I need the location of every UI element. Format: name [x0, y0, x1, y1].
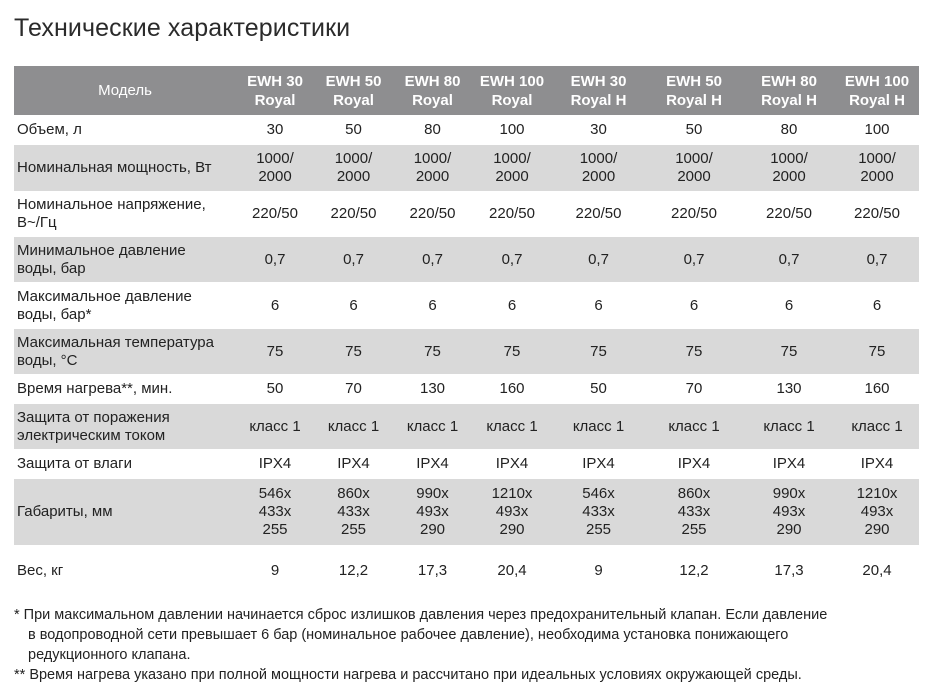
table-row	[14, 546, 919, 596]
value-text: IPX4	[337, 455, 370, 472]
value-text: 0,7	[866, 250, 888, 268]
footnote-heating-time: ** Время нагрева указано при полной мощности нагрева и рассчитано при идеальных условиях окружающей среды.	[14, 667, 802, 683]
value-text: 220/50	[854, 205, 900, 222]
value-cell	[314, 329, 393, 375]
model-series: Royal H	[761, 91, 817, 109]
model-name: EWH 30	[247, 72, 303, 90]
value-text: 70	[685, 380, 703, 397]
value-cell	[393, 329, 472, 375]
value-text: 220/50	[409, 205, 456, 222]
parameter-label: Вес, кг	[17, 561, 64, 579]
value-text: IPX4	[860, 455, 894, 472]
model-column-header	[236, 66, 314, 116]
value-text: 12,2	[679, 561, 709, 579]
parameter-cell	[14, 283, 236, 329]
value-text: 80	[424, 121, 441, 138]
parameter-label: Минимальное давление	[17, 241, 186, 259]
page-title: Технические характеристики	[14, 14, 351, 42]
model-column-header	[314, 66, 393, 116]
model-name: EWH 80	[761, 72, 817, 90]
value-text: 1000/	[256, 150, 294, 167]
value-text: 0,7	[343, 250, 364, 268]
parameter-cell	[14, 404, 236, 450]
value-text: 860x	[337, 485, 370, 502]
table-row	[14, 116, 919, 145]
value-text: 290	[499, 521, 525, 538]
value-cell	[835, 192, 919, 237]
value-text: 160	[864, 380, 890, 397]
value-cell	[645, 237, 743, 283]
value-text: 2000	[495, 168, 529, 185]
value-text: 75	[590, 342, 607, 360]
parameter-label: Номинальное напряжение,	[17, 196, 206, 213]
value-cell	[835, 546, 919, 596]
value-text: 75	[780, 342, 798, 360]
value-text: класс 1	[763, 417, 815, 435]
value-text: 130	[776, 380, 802, 397]
table-row	[14, 237, 919, 283]
value-cell	[472, 192, 552, 237]
value-cell	[393, 375, 472, 404]
value-text: 2000	[677, 168, 711, 185]
value-cell	[472, 450, 552, 479]
value-text: 990x	[416, 485, 449, 502]
value-cell	[835, 479, 919, 546]
value-text: класс 1	[851, 417, 903, 435]
value-cell	[314, 450, 393, 479]
value-cell	[835, 404, 919, 450]
value-text: 1000/	[334, 150, 373, 167]
value-text: 1000/	[413, 150, 452, 167]
value-text: 1000/	[675, 150, 713, 167]
value-cell	[645, 375, 743, 404]
parameter-label: воды, °С	[17, 351, 78, 369]
value-text: 255	[585, 521, 612, 538]
value-text: 220/50	[489, 205, 535, 222]
value-text: 2000	[336, 168, 371, 185]
value-cell	[552, 404, 645, 450]
value-cell	[236, 546, 314, 596]
value-cell	[743, 283, 835, 329]
value-text: 100	[499, 121, 525, 138]
value-text: 2000	[772, 168, 806, 185]
value-text: 433x	[677, 503, 711, 520]
value-text: 6	[872, 296, 882, 314]
value-cell	[314, 116, 393, 145]
value-cell	[552, 375, 645, 404]
value-text: 1000/	[493, 150, 531, 167]
value-text: 80	[780, 121, 798, 138]
value-text: 0,7	[778, 250, 800, 268]
value-text: 255	[340, 521, 367, 538]
value-cell	[393, 479, 472, 546]
model-series: Royal	[254, 91, 296, 109]
model-series: Royal	[491, 91, 533, 109]
value-text: 6	[270, 296, 280, 314]
value-cell	[236, 192, 314, 237]
value-text: 9	[594, 561, 603, 579]
value-cell	[393, 145, 472, 192]
value-text: 75	[424, 342, 441, 360]
value-cell	[314, 237, 393, 283]
value-cell	[835, 145, 919, 192]
value-cell	[743, 479, 835, 546]
value-text: 220/50	[575, 205, 622, 222]
spec-table-header	[14, 66, 919, 116]
parameter-cell	[14, 479, 236, 546]
model-column-header	[645, 66, 743, 116]
value-cell	[552, 116, 645, 145]
model-series: Royal	[333, 91, 374, 109]
value-cell	[472, 375, 552, 404]
value-cell	[236, 375, 314, 404]
value-text: 1000/	[770, 150, 808, 167]
value-cell	[236, 450, 314, 479]
value-cell	[236, 329, 314, 375]
value-cell	[552, 329, 645, 375]
value-cell	[236, 145, 314, 192]
value-text: 1000/	[858, 150, 896, 167]
value-text: 220/50	[671, 205, 717, 222]
parameter-label: Максимальное давление	[17, 287, 192, 305]
value-text: 860x	[677, 485, 711, 502]
footnote-pressure-line: в водопроводной сети превышает 6 бар (номинальное рабочее давление), необходима установка понижающего	[28, 627, 789, 643]
value-text: 6	[689, 296, 699, 314]
value-text: 50	[590, 380, 607, 397]
model-column-header	[743, 66, 835, 116]
parameter-label: Габариты, мм	[17, 503, 113, 520]
parameter-cell	[14, 546, 236, 596]
value-text: 1000/	[579, 150, 618, 167]
value-text: 493x	[860, 503, 894, 520]
parameter-cell	[14, 145, 236, 192]
value-cell	[552, 283, 645, 329]
parameter-label: Защита от поражения	[17, 408, 170, 426]
value-cell	[393, 546, 472, 596]
value-text: IPX4	[772, 455, 806, 472]
value-text: 2000	[860, 168, 894, 185]
table-row	[14, 450, 919, 479]
value-cell	[743, 329, 835, 375]
value-cell	[552, 479, 645, 546]
value-text: 6	[507, 296, 517, 314]
value-text: 2000	[581, 168, 616, 185]
value-text: 2000	[415, 168, 450, 185]
value-cell	[645, 404, 743, 450]
parameter-label: Защита от влаги	[17, 455, 132, 472]
value-text: 75	[868, 342, 886, 360]
value-cell	[314, 192, 393, 237]
value-text: IPX4	[495, 455, 529, 472]
value-text: 160	[499, 380, 525, 397]
table-row	[14, 192, 919, 237]
value-text: 20,4	[862, 561, 892, 579]
parameter-label: воды, бар	[17, 259, 86, 277]
value-text: 290	[864, 521, 890, 538]
footnotes	[14, 605, 919, 685]
value-cell	[236, 479, 314, 546]
value-text: 17,3	[774, 561, 804, 579]
value-cell	[552, 145, 645, 192]
value-cell	[236, 116, 314, 145]
value-cell	[743, 546, 835, 596]
model-column-header	[472, 66, 552, 116]
value-cell	[314, 404, 393, 450]
value-text: 1210x	[856, 485, 898, 502]
parameter-cell	[14, 192, 236, 237]
header-row	[14, 66, 919, 116]
value-cell	[645, 546, 743, 596]
value-cell	[393, 450, 472, 479]
parameter-cell	[14, 329, 236, 375]
value-cell	[472, 237, 552, 283]
model-series: Royal	[412, 91, 453, 109]
value-cell	[314, 546, 393, 596]
parameter-label: Максимальная температура	[17, 333, 214, 351]
value-text: 6	[594, 296, 603, 314]
value-text: 30	[590, 121, 607, 138]
value-cell	[472, 546, 552, 596]
value-text: 6	[428, 296, 437, 314]
value-text: класс 1	[327, 417, 380, 435]
value-text: 50	[685, 121, 703, 138]
model-column-header	[552, 66, 645, 116]
value-cell	[472, 145, 552, 192]
value-cell	[472, 479, 552, 546]
value-text: 75	[685, 342, 703, 360]
value-text: 6	[784, 296, 794, 314]
value-cell	[552, 450, 645, 479]
model-series: Royal H	[570, 91, 627, 109]
value-cell	[743, 375, 835, 404]
model-series: Royal H	[849, 91, 905, 109]
parameter-label: В~/Гц	[17, 214, 57, 231]
value-cell	[393, 283, 472, 329]
value-cell	[835, 329, 919, 375]
value-text: 0,7	[588, 250, 609, 268]
value-cell	[314, 145, 393, 192]
parameter-label: Номинальная мощность, Вт	[17, 159, 212, 176]
parameter-cell	[14, 237, 236, 283]
value-cell	[393, 404, 472, 450]
value-cell	[236, 283, 314, 329]
value-text: 546x	[582, 485, 615, 502]
value-text: 9	[270, 561, 280, 579]
value-cell	[645, 479, 743, 546]
value-text: 1210x	[491, 485, 533, 502]
value-text: IPX4	[582, 455, 615, 472]
model-series: Royal H	[666, 91, 722, 109]
value-text: 50	[266, 380, 284, 397]
value-cell	[645, 145, 743, 192]
value-cell	[743, 116, 835, 145]
table-row	[14, 283, 919, 329]
value-text: 990x	[772, 485, 806, 502]
value-text: класс 1	[668, 417, 720, 435]
model-name: EWH 100	[844, 72, 910, 90]
value-text: 220/50	[330, 205, 377, 222]
value-cell	[393, 192, 472, 237]
parameter-cell	[14, 116, 236, 145]
value-cell	[835, 237, 919, 283]
value-cell	[835, 283, 919, 329]
value-text: 12,2	[338, 561, 369, 579]
footnote-pressure-line: редукционного клапана.	[28, 647, 191, 663]
value-text: IPX4	[258, 455, 292, 472]
value-text: 130	[419, 380, 446, 397]
value-cell	[743, 450, 835, 479]
model-column-header	[835, 66, 919, 116]
value-cell	[314, 375, 393, 404]
value-text: 220/50	[252, 205, 298, 222]
value-text: IPX4	[416, 455, 449, 472]
value-cell	[645, 283, 743, 329]
value-text: 433x	[258, 503, 292, 520]
value-cell	[314, 283, 393, 329]
value-text: 433x	[337, 503, 370, 520]
value-text: 546x	[258, 485, 292, 502]
value-text: 0,7	[422, 250, 443, 268]
value-cell	[743, 145, 835, 192]
model-column-header: Модель	[14, 66, 236, 116]
parameter-label: воды, бар*	[17, 305, 92, 323]
value-text: 0,7	[683, 250, 705, 268]
value-cell	[743, 237, 835, 283]
value-cell	[645, 192, 743, 237]
value-cell	[645, 450, 743, 479]
value-cell	[236, 237, 314, 283]
value-cell	[472, 404, 552, 450]
model-name: EWH 50	[325, 72, 382, 90]
value-text: 75	[266, 342, 284, 360]
value-text: 50	[345, 121, 362, 138]
value-text: 255	[262, 521, 288, 538]
footnote-pressure-line: * При максимальном давлении начинается сброс излишков давления через предохранительный клапан. Если давление	[14, 607, 828, 623]
value-text: класс 1	[249, 417, 301, 435]
value-cell	[472, 116, 552, 145]
value-text: 70	[345, 380, 362, 397]
table-row	[14, 329, 919, 375]
value-cell	[743, 404, 835, 450]
value-text: 290	[419, 521, 446, 538]
value-text: 493x	[495, 503, 529, 520]
value-cell	[743, 192, 835, 237]
value-text: 2000	[258, 168, 292, 185]
table-row	[14, 479, 919, 546]
value-text: 0,7	[264, 250, 286, 268]
value-cell	[645, 329, 743, 375]
value-text: 493x	[772, 503, 806, 520]
parameter-label: электрическим током	[17, 426, 166, 444]
value-text: класс 1	[406, 417, 459, 435]
value-text: 75	[345, 342, 362, 360]
value-text: 30	[266, 121, 284, 138]
value-cell	[472, 329, 552, 375]
value-text: 0,7	[501, 250, 523, 268]
parameter-label: Объем, л	[17, 121, 82, 138]
value-cell	[835, 375, 919, 404]
value-text: IPX4	[677, 455, 711, 472]
parameter-cell	[14, 375, 236, 404]
value-cell	[393, 237, 472, 283]
table-row	[14, 145, 919, 192]
value-text: 100	[864, 121, 890, 138]
value-cell	[472, 283, 552, 329]
value-cell	[552, 237, 645, 283]
value-cell	[835, 116, 919, 145]
value-text: класс 1	[486, 417, 538, 435]
parameter-label: Время нагрева**, мин.	[17, 380, 173, 397]
value-cell	[552, 546, 645, 596]
spec-table	[14, 66, 919, 596]
value-text: 75	[503, 342, 521, 360]
value-text: 255	[681, 521, 707, 538]
value-text: 17,3	[417, 561, 448, 579]
value-text: 20,4	[497, 561, 527, 579]
parameter-cell	[14, 450, 236, 479]
spec-table-body	[14, 116, 919, 596]
value-cell	[393, 116, 472, 145]
value-cell	[552, 192, 645, 237]
value-cell	[236, 404, 314, 450]
model-name: EWH 30	[570, 72, 627, 90]
value-text: класс 1	[572, 417, 625, 435]
value-text: 433x	[582, 503, 615, 520]
value-cell	[314, 479, 393, 546]
value-cell	[835, 450, 919, 479]
footnote-pressure	[14, 605, 919, 665]
model-column-header	[393, 66, 472, 116]
model-name: EWH 100	[479, 72, 545, 90]
value-text: 6	[349, 296, 358, 314]
table-row	[14, 375, 919, 404]
value-text: 493x	[416, 503, 449, 520]
value-cell	[645, 116, 743, 145]
table-row	[14, 404, 919, 450]
model-name: EWH 50	[666, 72, 722, 90]
value-text: 290	[776, 521, 802, 538]
value-text: 220/50	[766, 205, 812, 222]
model-name: EWH 80	[404, 72, 461, 90]
